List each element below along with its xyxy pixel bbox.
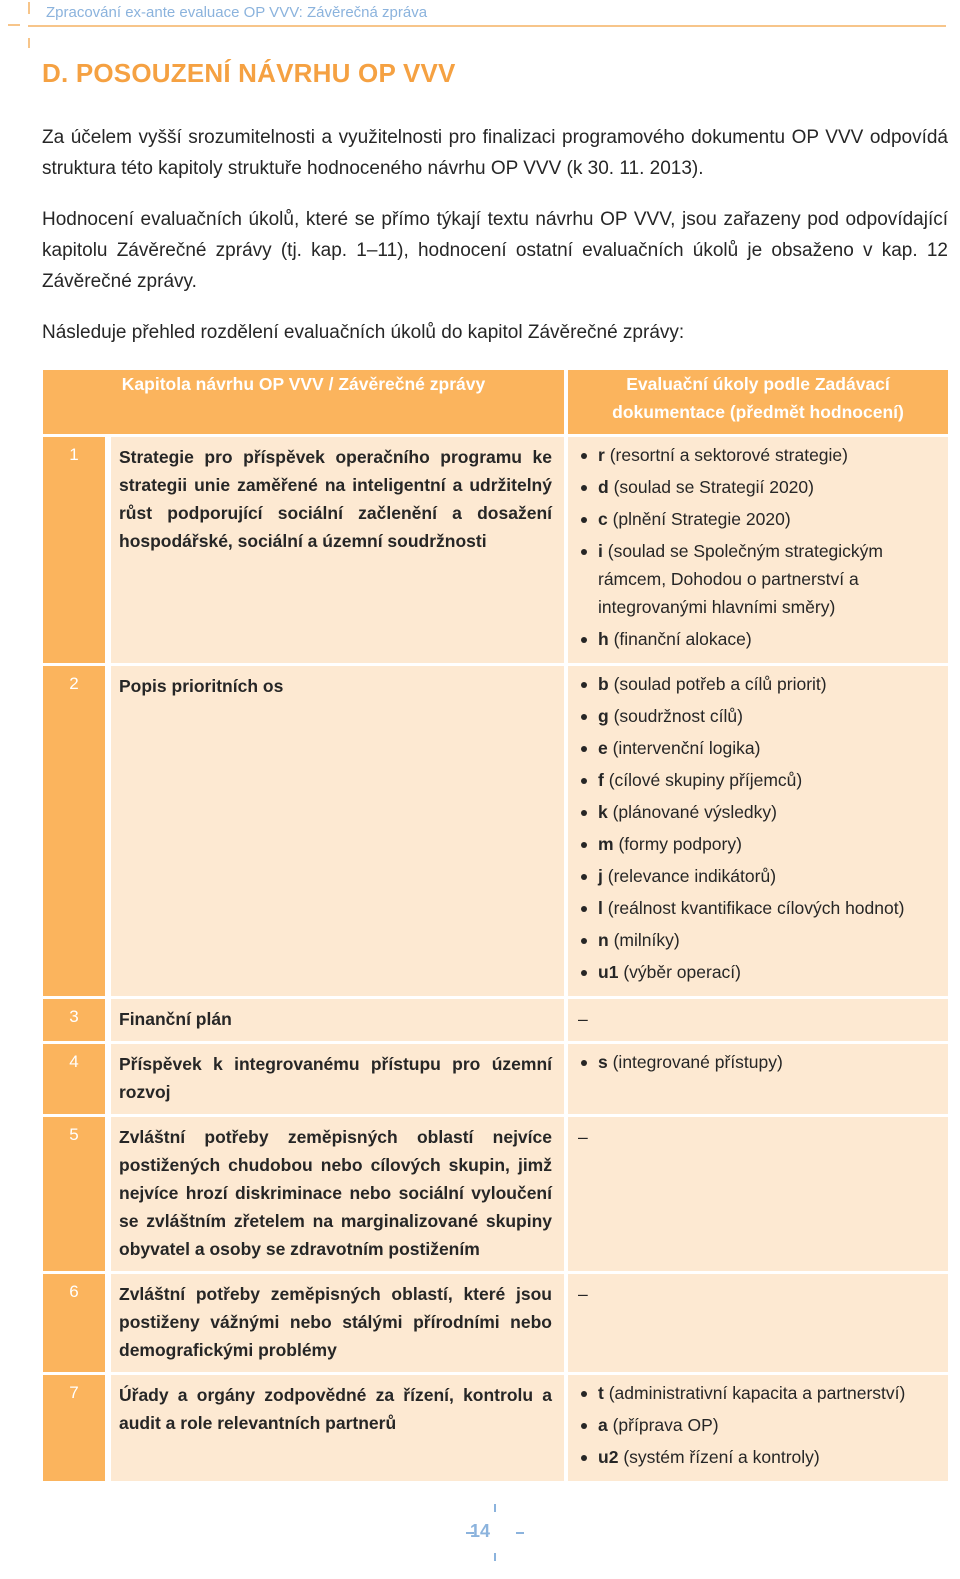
row-number: 5: [43, 1116, 108, 1273]
task-code: t: [598, 1383, 604, 1403]
row-chapter-title: Finanční plán: [108, 998, 566, 1043]
chapter-task-table: [43, 370, 948, 1484]
header-tasks: Evaluační úkoly podle Zadávací dokumentace (předmět hodnocení): [566, 370, 948, 436]
table-body: [43, 436, 948, 1483]
row-number: 2: [43, 665, 108, 998]
task-item: [578, 1411, 940, 1439]
header-mark-horizontal: [8, 24, 20, 26]
task-description: (soulad se Společným strategickým rámcem, Dohodou o partnerství a integrovanými hlavními směry): [598, 541, 883, 617]
row-number: 6: [43, 1273, 108, 1374]
task-item: [578, 1443, 940, 1471]
row-chapter-title: Zvláštní potřeby zeměpisných oblastí nejvíce postižených chudobou nebo cílových skupin, jimž nejvíce hrozí diskriminace nebo sociální vyloučení se zvláštním zřetelem na marginalizované skupiny obyvatel a osoby se zdravotním postižením: [108, 1116, 566, 1273]
task-code: h: [598, 629, 609, 649]
header-rule: [28, 25, 946, 27]
table-row: [43, 665, 948, 998]
task-list: [578, 1379, 940, 1471]
task-description: (příprava OP): [612, 1415, 719, 1435]
task-description: (soulad se Strategií 2020): [613, 477, 814, 497]
task-description: (milníky): [613, 930, 680, 950]
no-tasks-dash: –: [578, 1127, 588, 1147]
task-code: j: [598, 866, 603, 886]
task-item: [578, 473, 940, 501]
row-number: 1: [43, 436, 108, 665]
task-item: [578, 862, 940, 890]
task-code: u2: [598, 1447, 619, 1467]
task-item: [578, 798, 940, 826]
table-row: [43, 1273, 948, 1374]
task-description: (finanční alokace): [613, 629, 752, 649]
row-tasks-cell: [566, 1043, 948, 1116]
task-code: g: [598, 706, 609, 726]
task-item: [578, 505, 940, 533]
task-description: (formy podpory): [618, 834, 742, 854]
row-tasks-cell: [566, 665, 948, 998]
intro-paragraph-2: Hodnocení evaluačních úkolů, které se přímo týkají textu návrhu OP VVV, jsou zařazeny pod odpovídající kapitolu Závěrečné zprávy (tj. kap. 1–11), hodnocení ostatní evaluačních úkolů je obsaženo v kap. 12 Závěrečné zprávy.: [42, 209, 948, 292]
intro-paragraph-1: Za účelem vyšší srozumitelnosti a využitelnosti pro finalizaci programového dokumentu OP VVV odpovídá struktura této kapitoly struktuře hodnoceného návrhu OP VVV (k 30. 11. 2013).: [42, 127, 948, 179]
row-tasks-cell: [566, 436, 948, 665]
row-chapter-title: Popis prioritních os: [108, 665, 566, 998]
task-item: [578, 1379, 940, 1407]
footer-mark-bottom: [494, 1553, 496, 1561]
task-item: [578, 958, 940, 986]
task-item: [578, 670, 940, 698]
row-number: 3: [43, 998, 108, 1043]
task-item: [578, 702, 940, 730]
table-row: [43, 436, 948, 665]
no-tasks-dash: –: [578, 1009, 588, 1029]
task-code: b: [598, 674, 609, 694]
page-number: 14: [469, 1521, 491, 1541]
row-tasks-cell: [566, 1273, 948, 1374]
task-item: [578, 830, 940, 858]
row-number: 7: [43, 1374, 108, 1483]
task-description: (reálnost kvantifikace cílových hodnot): [607, 898, 905, 918]
table-row: [43, 998, 948, 1043]
task-description: (plnění Strategie 2020): [612, 509, 791, 529]
task-code: m: [598, 834, 614, 854]
task-description: (administrativní kapacita a partnerství): [608, 1383, 906, 1403]
header-mark-vertical: [28, 2, 30, 14]
task-description: (výběr operací): [623, 962, 741, 982]
task-item: [578, 926, 940, 954]
task-description: (soulad potřeb a cílů priorit): [613, 674, 827, 694]
no-tasks-dash: –: [578, 1284, 588, 1304]
row-chapter-title: Strategie pro příspěvek operačního programu ke strategii unie zaměřené na inteligentní a udržitelný růst podporující sociální začlenění a dosažení hospodářské, sociální a územní soudržnosti: [108, 436, 566, 665]
row-tasks-cell: [566, 1374, 948, 1483]
table-row: [43, 1043, 948, 1116]
task-item: [578, 1048, 940, 1076]
intro-paragraph-3: Následuje přehled rozdělení evaluačních úkolů do kapitol Závěrečné zprávy:: [42, 322, 685, 343]
task-description: (systém řízení a kontroly): [623, 1447, 820, 1467]
table-header-row: [43, 370, 948, 436]
task-description: (cílové skupiny příjemců): [608, 770, 803, 790]
task-code: d: [598, 477, 609, 497]
task-description: (soudržnost cílů): [613, 706, 743, 726]
row-tasks-cell: [566, 998, 948, 1043]
task-item: [578, 734, 940, 762]
chapter-title: D. POSOUZENÍ NÁVRHU OP VVV: [42, 58, 456, 88]
task-item: [578, 894, 940, 922]
task-description: (resortní a sektorové strategie): [609, 445, 848, 465]
task-description: (intervenční logika): [612, 738, 761, 758]
table-row: [43, 1116, 948, 1273]
header-chapter: Kapitola návrhu OP VVV / Závěrečné zprávy: [43, 370, 566, 436]
task-list: [578, 670, 940, 986]
task-code: l: [598, 898, 603, 918]
task-item: [578, 625, 940, 653]
task-description: (relevance indikátorů): [607, 866, 777, 886]
task-code: f: [598, 770, 604, 790]
task-item: [578, 537, 940, 621]
task-list: [578, 441, 940, 653]
header-mark-vertical-lower: [28, 38, 30, 48]
task-code: a: [598, 1415, 608, 1435]
task-item: [578, 441, 940, 469]
row-chapter-title: Příspěvek k integrovanému přístupu pro územní rozvoj: [108, 1043, 566, 1116]
footer-mark-top: [494, 1504, 496, 1512]
row-number: 4: [43, 1043, 108, 1116]
row-tasks-cell: [566, 1116, 948, 1273]
table-row: [43, 1374, 948, 1483]
task-code: u1: [598, 962, 619, 982]
running-header-title: Zpracování ex-ante evaluace OP VVV: Závěrečná zpráva: [46, 4, 428, 21]
task-list: [578, 1048, 940, 1076]
task-code: e: [598, 738, 608, 758]
task-item: [578, 766, 940, 794]
task-code: s: [598, 1052, 608, 1072]
task-description: (plánované výsledky): [612, 802, 777, 822]
task-description: (integrované přístupy): [612, 1052, 783, 1072]
task-code: n: [598, 930, 609, 950]
task-code: i: [598, 541, 603, 561]
row-chapter-title: Úřady a orgány zodpovědné za řízení, kontrolu a audit a role relevantních partnerů: [108, 1374, 566, 1483]
task-code: c: [598, 509, 608, 529]
row-chapter-title: Zvláštní potřeby zeměpisných oblastí, které jsou postiženy vážnými nebo stálými přírodními nebo demografickými problémy: [108, 1273, 566, 1374]
task-code: r: [598, 445, 605, 465]
task-code: k: [598, 802, 608, 822]
